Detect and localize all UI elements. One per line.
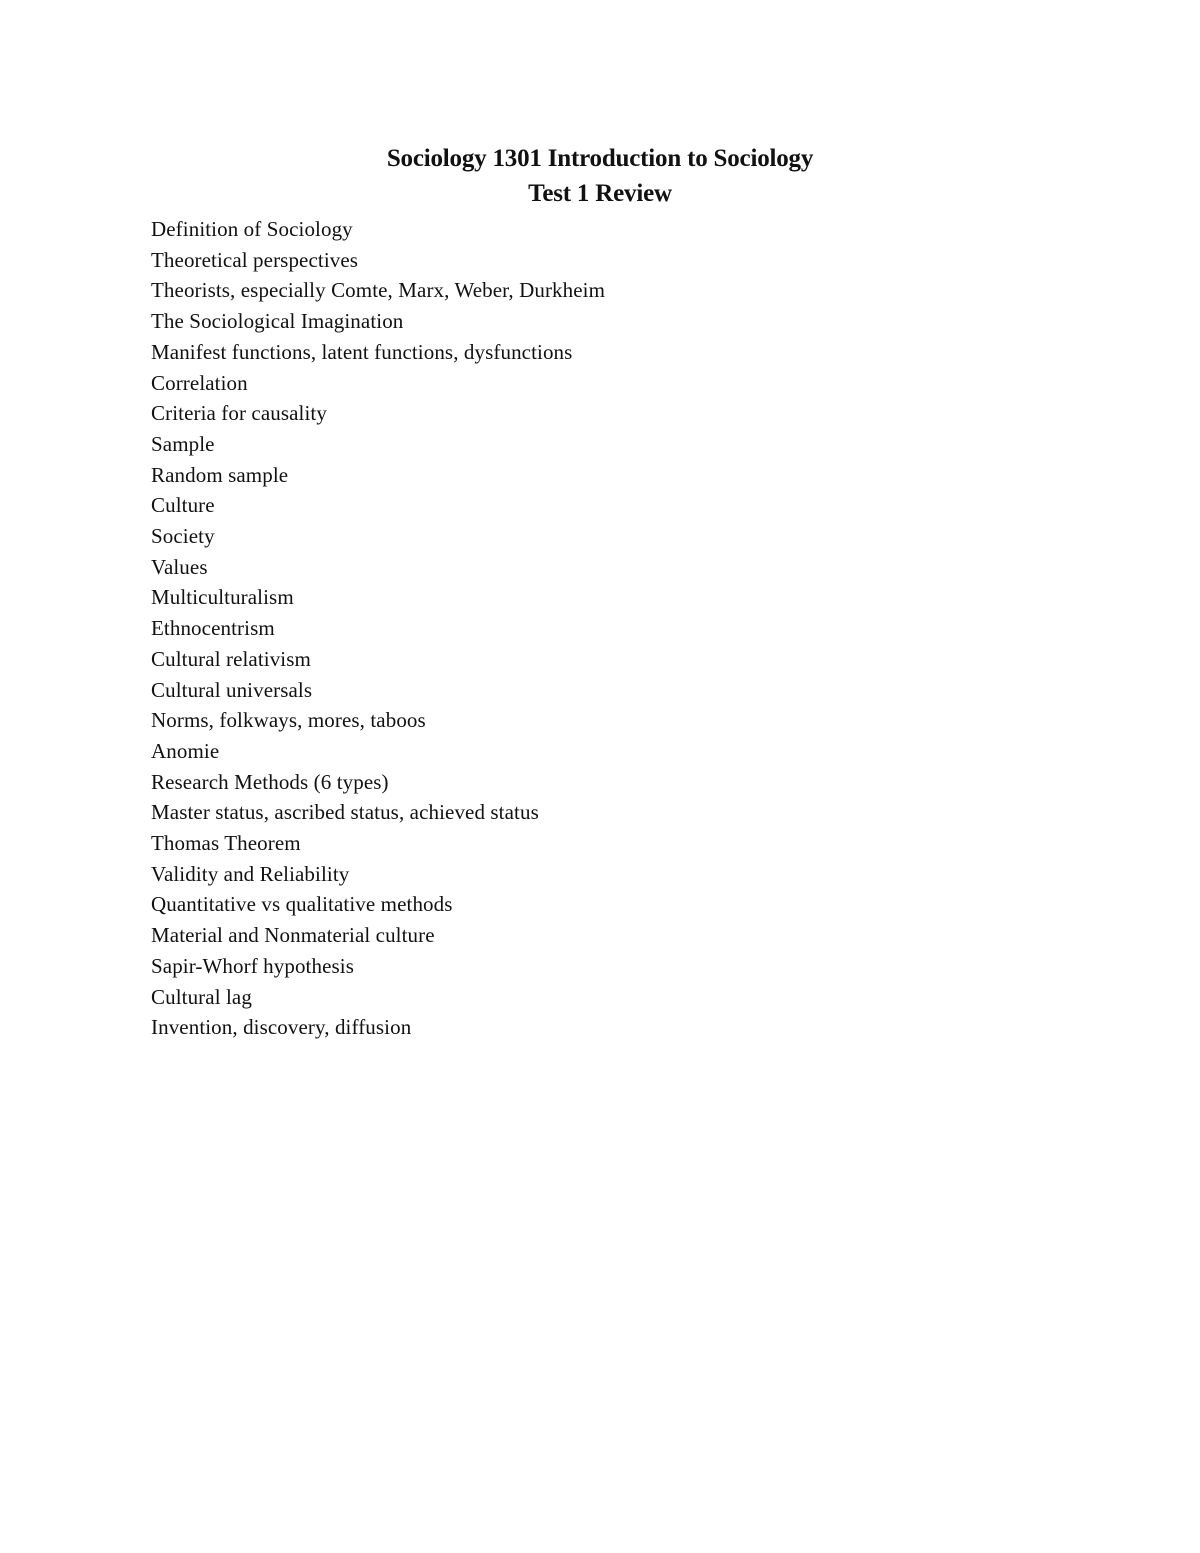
list-item: Sample xyxy=(151,431,215,456)
list-item: Definition of Sociology xyxy=(151,217,353,241)
list-item: Master status, ascribed status, achieved status xyxy=(151,800,539,825)
list-item: Norms, folkways, mores, taboos xyxy=(151,708,426,733)
list-item: Sapir-Whorf hypothesis xyxy=(151,953,354,978)
list-item: Criteria for causality xyxy=(151,401,327,426)
list-item: Culture xyxy=(151,493,215,518)
list-item: Cultural lag xyxy=(151,984,252,1009)
list-item: Ethnocentrism xyxy=(151,616,275,641)
list-item: Research Methods (6 types) xyxy=(151,769,389,794)
list-item: Theoretical perspectives xyxy=(151,247,359,272)
list-item: Quantitative vs qualitative methods xyxy=(151,892,453,917)
list-item: Multiculturalism xyxy=(151,585,294,610)
list-item: The Sociological Imagination xyxy=(151,309,404,334)
list-item: Society xyxy=(151,524,215,549)
list-item: Validity and Reliability xyxy=(151,861,350,886)
document-subtitle: Test 1 Review xyxy=(528,180,672,207)
list-item: Cultural universals xyxy=(151,677,313,702)
list-item: Thomas Theorem xyxy=(151,831,301,856)
document-title: Sociology 1301 Introduction to Sociology xyxy=(386,145,814,172)
list-item: Anomie xyxy=(151,738,220,763)
list-item: Cultural relativism xyxy=(151,646,311,671)
list-item: Invention, discovery, diffusion xyxy=(151,1015,412,1040)
list-item: Values xyxy=(151,554,208,579)
list-item: Manifest functions, latent functions, dysfunctions xyxy=(151,339,573,364)
list-item: Material and Nonmaterial culture xyxy=(151,923,435,948)
list-item: Correlation xyxy=(151,370,248,395)
list-item: Theorists, especially Comte, Marx, Weber, Durkheim xyxy=(151,278,606,303)
review-topic-list xyxy=(151,214,605,1043)
list-item: Random sample xyxy=(151,462,289,487)
